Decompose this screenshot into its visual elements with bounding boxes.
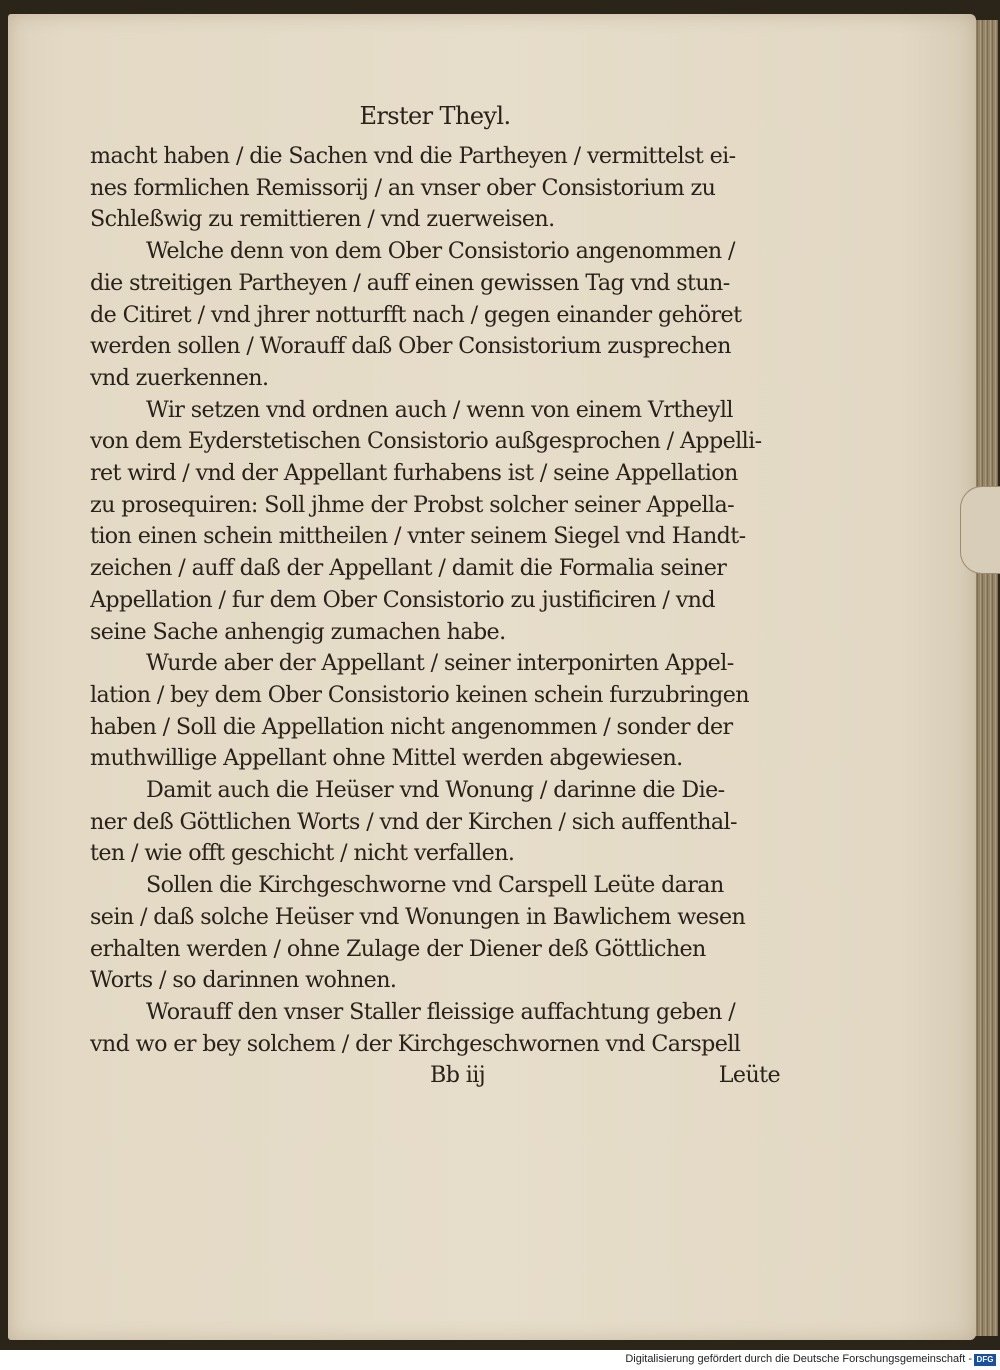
text-line: von dem Eyderstetischen Consistorio außgesprochen / Appelli- [90, 428, 762, 455]
text-line: vnd zuerkennen. [90, 364, 269, 391]
text-line: tion einen schein mittheilen / vnter seinem Siegel vnd Handt- [90, 523, 746, 550]
text-line: de Citiret / vnd jhrer notturfft nach / gegen einander gehöret [90, 301, 742, 328]
running-head: Erster Theyl. [359, 102, 511, 130]
text-line: ten / wie offt geschicht / nicht verfallen. [90, 840, 515, 867]
text-line: Damit auch die Heüser vnd Wonung / darinne die Die- [146, 777, 725, 803]
dfg-credit-text: Digitalisierung gefördert durch die Deutsche Forschungsgemeinschaft - [625, 1353, 972, 1365]
text-line: ret wird / vnd der Appellant furhabens ist / seine Appellation [90, 460, 738, 486]
text-line: muthwillige Appellant ohne Mittel werden abgewiesen. [90, 745, 683, 772]
text-line: ner deß Göttlichen Worts / vnd der Kirchen / sich auffenthal- [90, 808, 737, 835]
text-line: Worts / so darinnen wohnen. [90, 967, 397, 994]
text-line: Wir setzen vnd ordnen auch / wenn von einem Vrtheyll [146, 396, 733, 423]
text-line: macht haben / die Sachen vnd die Partheyen / vermittelst ei- [90, 143, 736, 169]
text-line: die streitigen Partheyen / auff einen gewissen Tag vnd stun- [90, 269, 730, 296]
page-tab-marker [960, 486, 1000, 574]
text-line: lation / bey dem Ober Consistorio keinen schein furzubringen [90, 681, 749, 708]
text-line: sein / daß solche Heüser vnd Wonungen in Bawlichem wesen [90, 903, 746, 930]
catchword: Leüte [718, 1062, 780, 1089]
text-line: Worauff den vnser Staller fleissige auffachtung geben / [146, 998, 736, 1025]
text-line: Welche denn von dem Ober Consistorio angenommen / [146, 238, 735, 265]
page-footer-line [90, 1059, 780, 1091]
dfg-logo-icon: DFG [974, 1354, 996, 1366]
text-line: vnd wo er bey solchem / der Kirchgeschwornen vnd Carspell [90, 1030, 741, 1057]
text-line: haben / Soll die Appellation nicht angenommen / sonder der [90, 713, 733, 740]
text-line: seine Sache anhengig zumachen habe. [90, 618, 506, 645]
text-line: Wurde aber der Appellant / seiner interponirten Appel- [146, 650, 734, 677]
text-line: werden sollen / Worauff daß Ober Consistorium zusprechen [90, 333, 731, 360]
book-fore-edge [974, 20, 998, 1336]
signature-mark: Bb iij [430, 1062, 486, 1089]
text-line: zeichen / auff daß der Appellant / damit die Formalia seiner [90, 555, 727, 582]
text-line: erhalten werden / ohne Zulage der Diener deß Göttlichen [90, 935, 706, 962]
text-line: Sollen die Kirchgeschworne vnd Carspell Leüte daran [146, 872, 724, 899]
text-line: Schleßwig zu remittieren / vnd zuerweisen. [90, 206, 555, 233]
text-line: zu prosequiren: Soll jhme der Probst solcher seiner Appella- [90, 491, 735, 518]
text-line: nes formlichen Remissorij / an vnser ober Consistorium zu [90, 174, 716, 201]
text-line: Appellation / fur dem Ober Consistorio zu justificiren / vnd [90, 586, 715, 613]
